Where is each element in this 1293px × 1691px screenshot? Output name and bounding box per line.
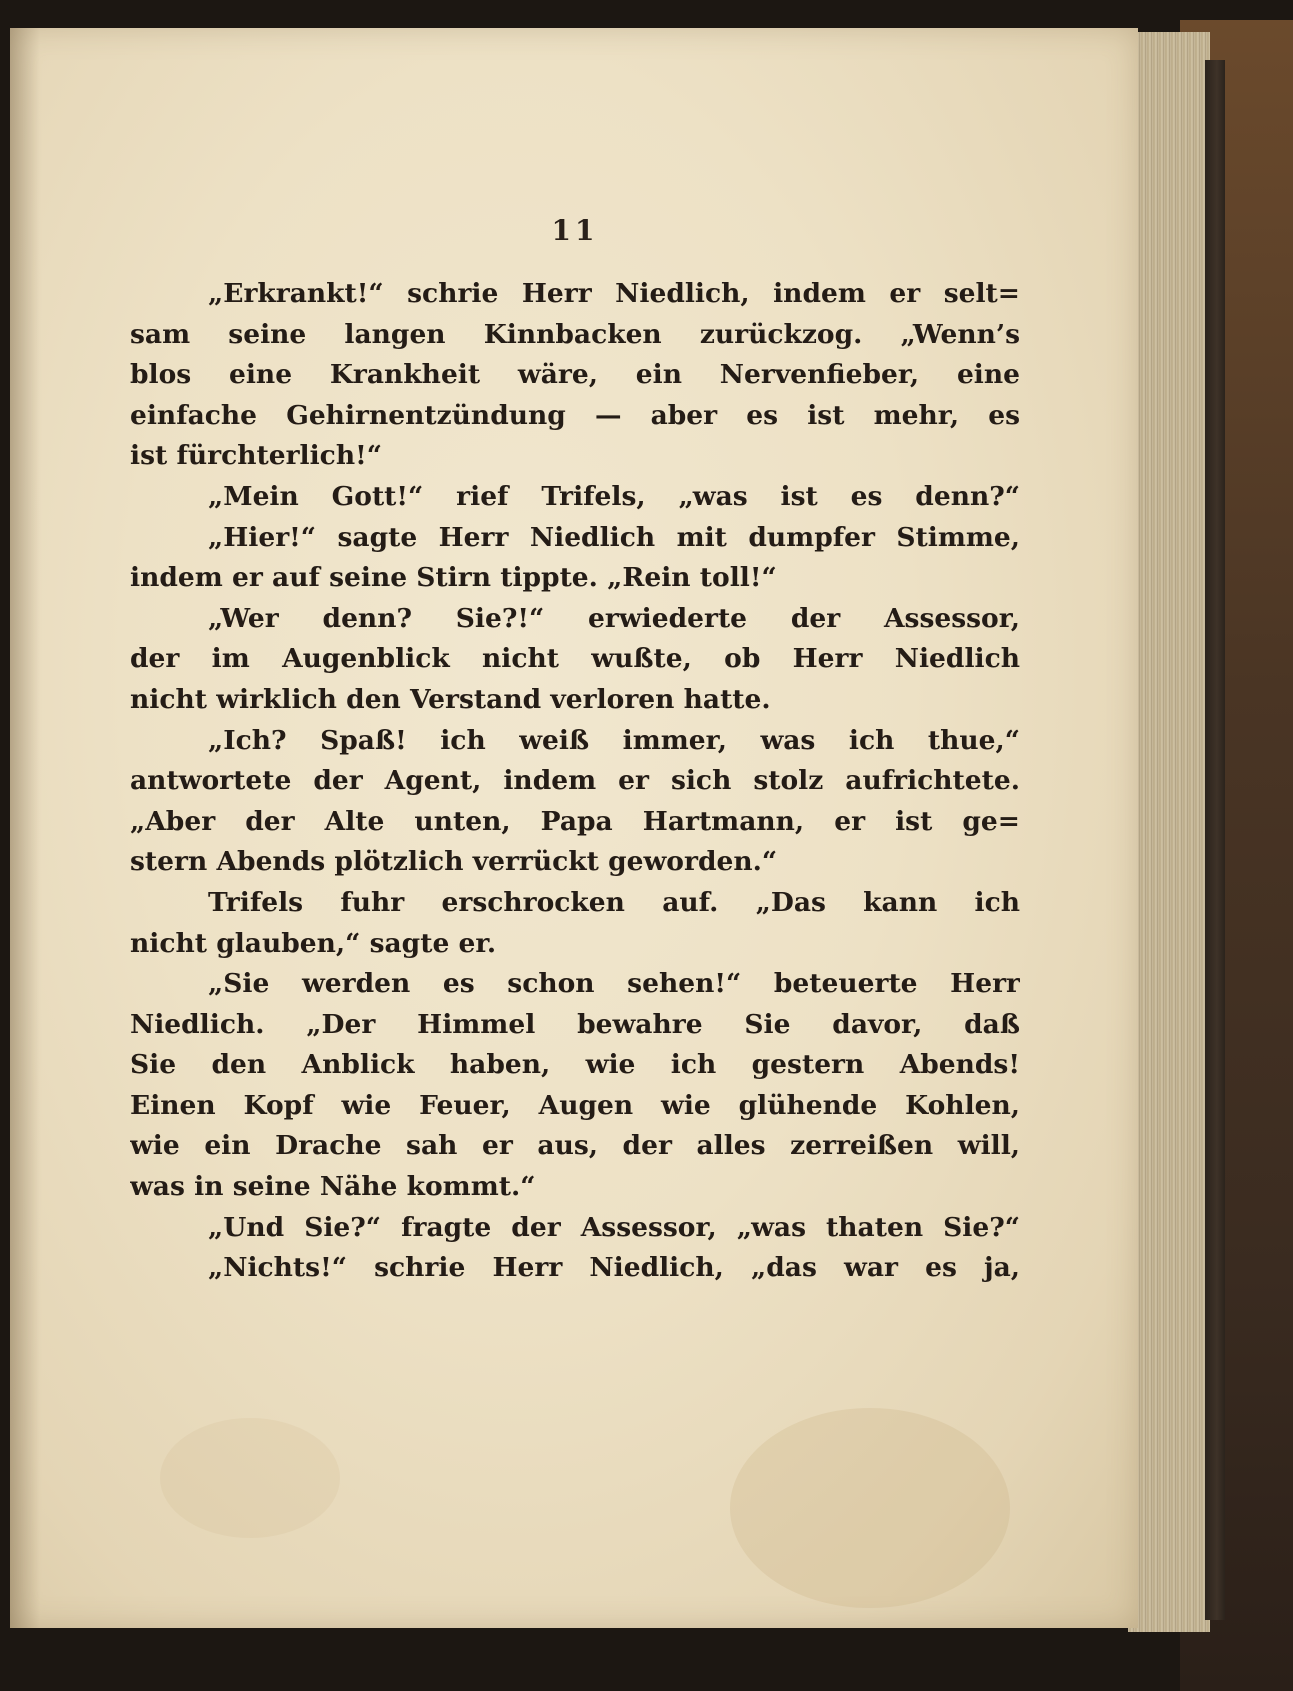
text-line: „Erkrankt!“ schrie Herr Niedlich, indem er selt=: [208, 278, 1020, 309]
text-line: was in seine Nähe kommt.“: [130, 1171, 536, 1203]
body-text: [130, 274, 1020, 1289]
text-line: der im Augenblick nicht wußte, ob Herr Niedlich: [130, 643, 1020, 675]
page-gutter-shadow: [10, 28, 40, 1628]
text-line: Einen Kopf wie Feuer, Augen wie glühende Kohlen,: [130, 1089, 1020, 1121]
text-line: einfache Gehirnentzündung — aber es ist mehr, es: [130, 399, 1020, 431]
text-line: Sie den Anblick haben, wie ich gestern Abends!: [130, 1049, 1020, 1081]
text-line: „Und Sie?“ fragte der Assessor, „was thaten Sie?“: [208, 1211, 1020, 1243]
text-line: „Wer denn? Sie?!“ erwiederte der Assessor,: [208, 602, 1020, 634]
text-line: blos eine Krankheit wäre, ein Nervenfieber, eine: [130, 359, 1020, 391]
text-line: sam seine langen Kinnbacken zurückzog. „Wenn’s: [130, 318, 1020, 350]
paper-stain: [160, 1418, 340, 1538]
cover-binding: [1205, 60, 1225, 1620]
text-line: Niedlich. „Der Himmel bewahre Sie davor, daß: [130, 1008, 1020, 1040]
text-line: „Sie werden es schon sehen!“ beteuerte Herr: [208, 968, 1020, 1000]
page-number: 11: [551, 214, 599, 247]
paper-stain: [730, 1408, 1010, 1608]
text-line: indem er auf seine Stirn tippte. „Rein toll!“: [130, 562, 777, 594]
page-edges: [1128, 32, 1210, 1632]
text-line: „Ich? Spaß! ich weiß immer, was ich thue,“: [208, 724, 1020, 756]
text-line: ist fürchterlich!“: [130, 440, 382, 472]
text-line: „Mein Gott!“ rief Trifels, „was ist es denn?“: [208, 480, 1020, 512]
text-line: Trifels fuhr erschrocken auf. „Das kann ich: [208, 886, 1020, 918]
text-line: nicht wirklich den Verstand verloren hatte.: [130, 683, 771, 715]
text-line: nicht glauben,“ sagte er.: [130, 927, 497, 959]
text-line: wie ein Drache sah er aus, der alles zerreißen will,: [130, 1130, 1020, 1162]
text-block: [130, 208, 1020, 1289]
text-line: „Hier!“ sagte Herr Niedlich mit dumpfer Stimme,: [208, 521, 1020, 553]
text-line: „Nichts!“ schrie Herr Niedlich, „das war es ja,: [208, 1252, 1020, 1284]
text-line: antwortete der Agent, indem er sich stolz aufrichtete.: [130, 765, 1020, 797]
text-line: stern Abends plötzlich verrückt geworden.“: [130, 846, 778, 878]
text-line: „Aber der Alte unten, Papa Hartmann, er ist ge=: [130, 805, 1020, 837]
